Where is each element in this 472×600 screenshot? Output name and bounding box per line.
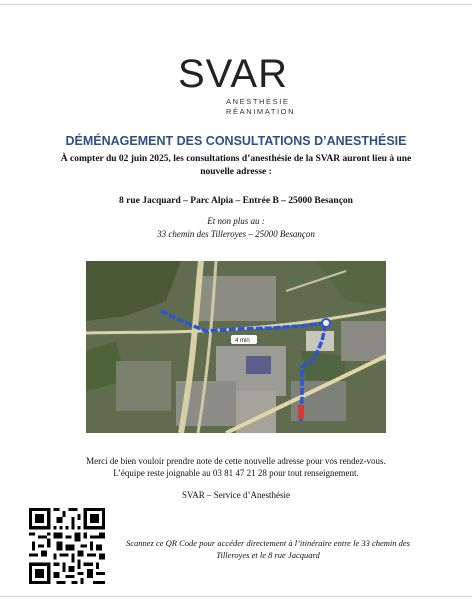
- closing-line-2: L’équipe reste joignable au 03 81 47 21 28 pour tout renseignement.: [113, 468, 359, 478]
- bottom-edge-line: [0, 596, 472, 597]
- new-address: 8 rue Jacquard – Parc Alpia – Entrée B – 25000 Besançon: [119, 196, 353, 206]
- logo-brand: SVAR: [178, 52, 288, 96]
- svar-logo: [178, 52, 298, 118]
- logo-line-anesthesie: ANESTHÉSIE: [226, 97, 290, 106]
- destination-marker: [298, 405, 304, 419]
- duration-badge-text: 4 min: [235, 338, 250, 344]
- closing-line-1: Merci de bien vouloir prendre note de cette nouvelle adresse pour vos rendez-vous.: [86, 456, 386, 466]
- satellite-map-image: [86, 261, 386, 433]
- logo-line-reanimation: RÉANIMATION: [226, 107, 296, 116]
- qr-caption: Scannez ce QR Code pour accéder directement à l’itinéraire entre le 33 chemin des Tilleroyes et le 8 rue Jacquard: [126, 538, 410, 560]
- route-start-marker: [322, 319, 330, 327]
- intro-text: À compter du 02 juin 2025, les consultations d’anesthésie de la SVAR auront lieu à une nouvelle adresse :: [60, 154, 412, 177]
- top-edge-line: [0, 4, 472, 5]
- qr-code-image: [29, 508, 105, 584]
- old-address-label: Et non plus au :: [207, 216, 265, 226]
- page-title: DÉMÉNAGEMENT DES CONSULTATIONS D’ANESTHÉSIE: [65, 134, 407, 148]
- old-address: 33 chemin des Tilleroyes – 25000 Besançon: [157, 229, 315, 239]
- qr-code[interactable]: [29, 508, 105, 584]
- route-map: [86, 261, 386, 433]
- signature: SVAR – Service d’Anesthésie: [181, 490, 291, 500]
